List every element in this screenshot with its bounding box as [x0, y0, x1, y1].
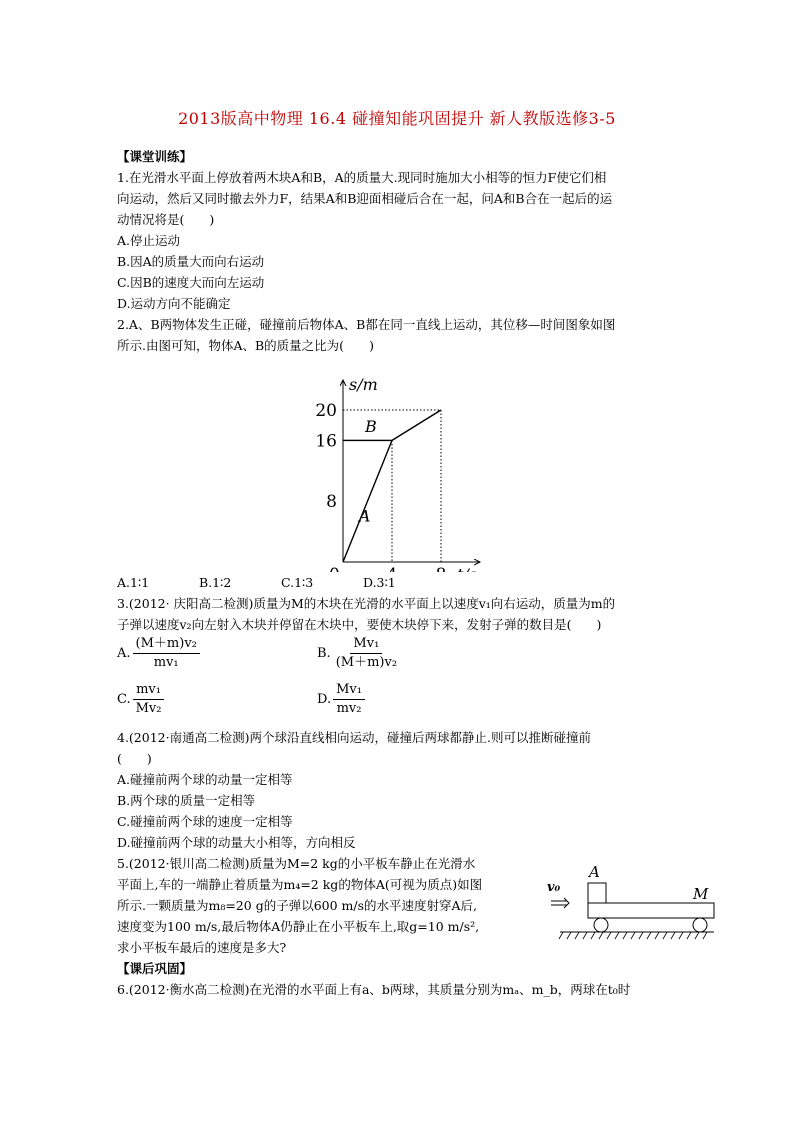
- q2-options: [117, 572, 687, 593]
- q1-option-b: B.因A的质量大而向右运动: [117, 254, 265, 269]
- x-axis-label: [457, 565, 477, 572]
- q5-text: [117, 853, 517, 958]
- numerator: Mv₁: [350, 635, 382, 654]
- q5-line: 5.(2012·银川高二检测)质量为M=2 kg的小平板车静止在光滑水: [117, 856, 476, 871]
- y-axis-label: s/m: [349, 375, 378, 394]
- q2-line: 所示.由图可知，物体A、B的质量之比为( ): [117, 338, 374, 353]
- question-2: [117, 314, 687, 593]
- series-label-B: B: [365, 417, 377, 437]
- x-tick-label: [436, 565, 447, 572]
- q2-line: 2.A、B两物体发生正碰，碰撞前后物体A、B都在同一直线上运动，其位移—时间图象如图: [117, 317, 616, 332]
- question-4: [117, 727, 687, 853]
- question-3: [117, 593, 687, 727]
- cart-m-label: M: [693, 885, 709, 903]
- fraction: [133, 681, 165, 718]
- q6-line: 6.(2012·衡水高二检测)在光滑的水平面上有a、b两球，其质量分别为mₐ、m_b，两球在t₀时: [117, 982, 631, 997]
- q4-option-c: C.碰撞前两个球的速度一定相等: [117, 814, 293, 829]
- numerator: (M＋m)v₂: [133, 635, 200, 654]
- cart-figure: [545, 857, 715, 947]
- denominator: Mv₂: [135, 701, 162, 716]
- q3-option-b-label: B.: [317, 646, 331, 661]
- q3-option-c-label: C.: [117, 692, 131, 707]
- q1-option-c: C.因B的速度大而向左运动: [117, 275, 265, 290]
- st-chart-svg: [305, 360, 495, 572]
- q3-line: 子弹以速度v₂向左射入木块并停留在木块中，要使木块停下来，发射子弹的数目是( ): [117, 617, 602, 632]
- q5-line: 平面上,车的一端静止着质量为m₄=2 kg的物体A(可视为质点)如图: [117, 877, 483, 892]
- q2-option-d: D.3∶1: [363, 575, 396, 590]
- arrow-right-icon: [551, 898, 569, 908]
- wheel-left: [594, 918, 608, 932]
- question-5: [117, 853, 709, 958]
- question-1: [117, 167, 687, 314]
- q5-line: 求小平板车最后的速度是多大?: [117, 940, 287, 955]
- st-chart: [305, 360, 495, 572]
- fraction: [133, 635, 200, 672]
- block-a: [588, 883, 606, 903]
- q3-line: 3.(2012· 庆阳高二检测)质量为M的木块在光滑的水平面上以速度v₁向右运动，质量为m的: [117, 596, 616, 611]
- q4-option-d: D.碰撞前两个球的动量大小相等，方向相反: [117, 835, 356, 850]
- section-after-class: 【课后巩固】: [117, 961, 193, 976]
- q2-option-a: A.1∶1: [117, 575, 150, 590]
- q3-option-d-label: D.: [317, 692, 332, 707]
- q3-option-a: [117, 635, 200, 672]
- q2-option-c: C.1∶3: [281, 575, 314, 590]
- y-tick-label: 16: [315, 431, 337, 452]
- numerator: mv₁: [133, 681, 164, 700]
- denominator: (M＋m)v₂: [335, 655, 398, 670]
- q1-line: 1.在光滑水平面上停放着两木块A和B，A的质量大.现同时施加大小相等的恒力F使它们相: [117, 170, 607, 185]
- q4-line: ( ): [117, 751, 152, 766]
- y-tick-label: 20: [315, 401, 337, 421]
- v0-label: v₀: [547, 880, 561, 895]
- numerator: Mv₁: [333, 681, 365, 700]
- q4-option-b: B.两个球的质量一定相等: [117, 793, 256, 808]
- q1-option-d: D.运动方向不能确定: [117, 296, 231, 311]
- q4-option-a: A.碰撞前两个球的动量一定相等: [117, 772, 293, 787]
- ground-hatch: [559, 932, 707, 939]
- fraction: [333, 635, 400, 672]
- x-tick-label: [329, 565, 340, 572]
- cart-body: [588, 903, 714, 918]
- fraction: [333, 681, 365, 718]
- x-tick-label: [387, 565, 398, 572]
- y-tick-label: 8: [326, 492, 337, 513]
- series-label-A: A: [358, 506, 371, 526]
- q3-option-d: [317, 681, 365, 718]
- denominator: mv₂: [336, 701, 362, 716]
- q2-option-b: B.1∶2: [199, 575, 232, 590]
- q1-line: 动情况将是( ): [117, 212, 215, 227]
- q3-option-a-label: A.: [117, 646, 131, 661]
- q3-option-c: [117, 681, 165, 718]
- q5-line: 速度变为100 m/s,最后物体A仍静止在小平板车上,取g=10 m/s²,: [117, 919, 480, 934]
- q3-options-row-1: [117, 635, 687, 681]
- q5-line: 所示.一颗质量为m₈=20 g的子弹以600 m/s的水平速度射穿A后,: [117, 898, 478, 913]
- wheel-right: [693, 918, 707, 932]
- denominator: mv₁: [153, 655, 179, 670]
- content: [117, 146, 709, 1000]
- document-title: 2013版高中物理 16.4 碰撞知能巩固提升 新人教版选修3-5: [178, 109, 616, 128]
- q4-line: 4.(2012·南通高二检测)两个球沿直线相向运动，碰撞后两球都静止.则可以推断碰撞前: [117, 730, 591, 745]
- block-a-label: A: [589, 863, 600, 881]
- q1-option-a: A.停止运动: [117, 233, 181, 248]
- q3-option-b: [317, 635, 400, 672]
- q3-options-row-2: [117, 681, 687, 727]
- q1-line: 向运动，然后又同时撤去外力F，结果A和B迎面相碰后合在一起，问A和B合在一起后的运: [117, 191, 613, 206]
- section-classroom: 【课堂训练】: [117, 149, 193, 164]
- series-line-B: [343, 410, 441, 440]
- series-line-A: [343, 440, 392, 562]
